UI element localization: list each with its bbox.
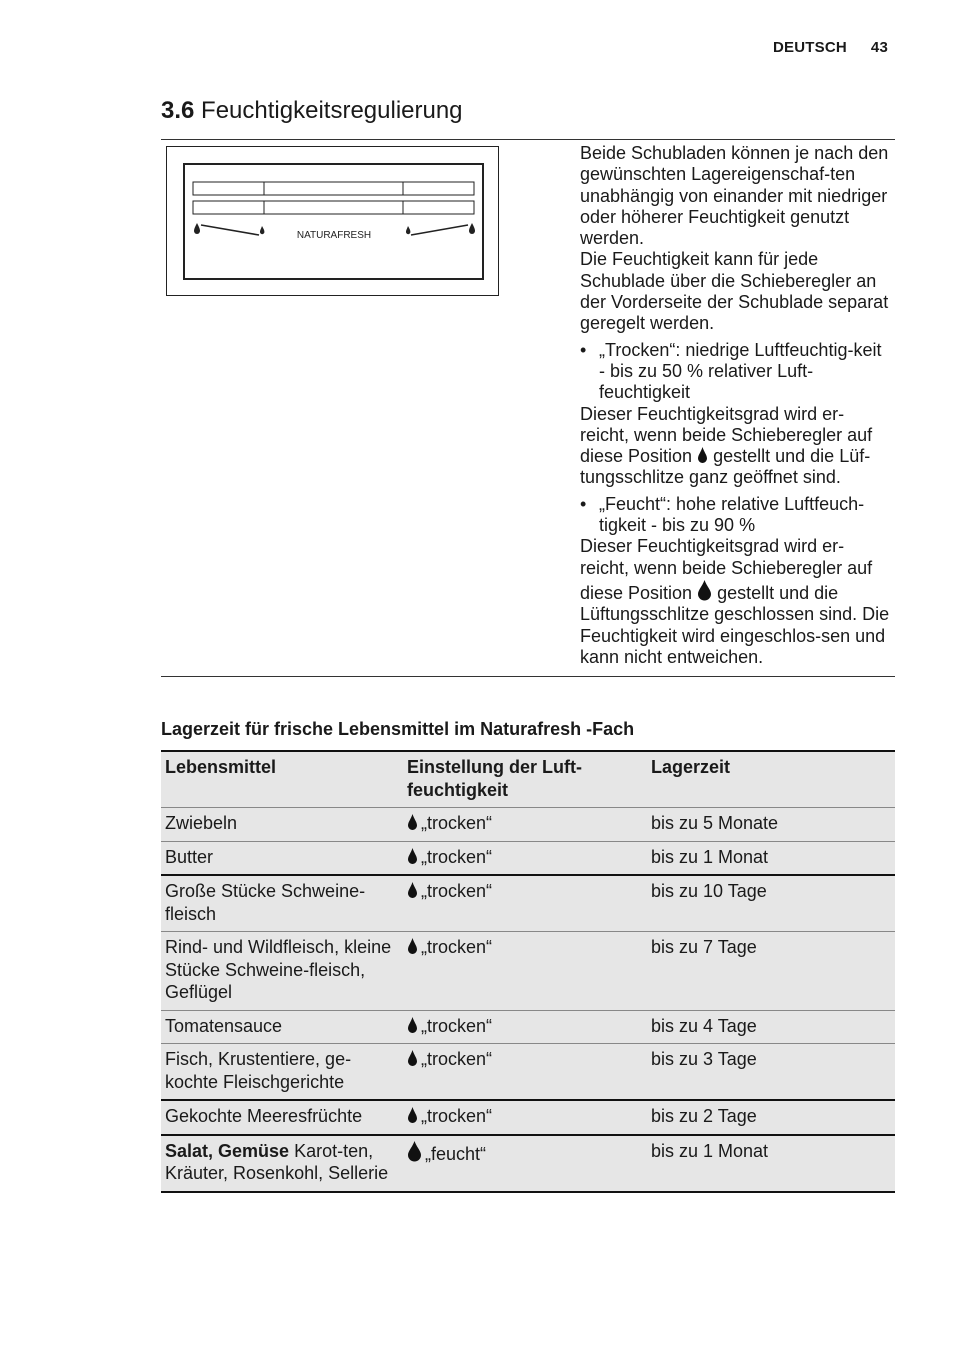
table-title: Lagerzeit für frische Lebensmittel im Naturafresh -Fach [161, 719, 635, 739]
table-row [161, 932, 895, 1011]
top-divider [161, 139, 895, 140]
table-row [161, 1010, 895, 1044]
page-number: 43 [870, 39, 888, 56]
drawer-illustration [166, 146, 499, 296]
humidity-list-2 [580, 494, 890, 537]
intro-text [580, 143, 890, 668]
section-title [161, 97, 463, 125]
dry-explanation-b: gestellt und die Lüf-tungsschlitze ganz geöffnet sind. [580, 446, 871, 488]
small-drop-icon [407, 1049, 418, 1067]
setting-text: „trocken“ [421, 937, 493, 957]
setting-text: „trocken“ [421, 1106, 493, 1126]
food-cell: Gekochte Meeresfrüchte [161, 1100, 399, 1135]
time-cell: bis zu 1 Monat [643, 1135, 895, 1192]
setting-cell [399, 875, 643, 932]
list-item-humid: • „Feucht“: hohe relative Luftfeuch-tigkeit - bis zu 90 % [580, 494, 890, 537]
food-rest-text: Karot-ten, Kräuter, Rosenkohl, Sellerie [165, 1140, 389, 1183]
food-cell: Große Stücke Schweine-fleisch [161, 875, 399, 932]
header-food: Lebensmittel [161, 751, 399, 808]
humid-explanation [580, 536, 890, 668]
table-row [161, 1044, 895, 1101]
setting-text: „trocken“ [421, 846, 493, 867]
setting-text: „trocken“ [421, 1015, 493, 1036]
humid-explanation-a: Dieser Feuchtigkeitsgrad wird er-reicht, wenn beide Schieberegler auf diese Position [580, 536, 873, 603]
setting-cell [399, 808, 643, 842]
section-number: 3.6 [161, 97, 195, 124]
setting-text: „trocken“ [421, 813, 493, 833]
table-row [161, 1135, 895, 1192]
food-cell: Fisch, Krustentiere, ge-kochte Fleischgerichte [161, 1044, 399, 1101]
section-bottom-divider [161, 676, 895, 677]
food-cell: Zwiebeln [161, 808, 399, 842]
naturafresh-label: NATURAFRESH [296, 230, 372, 241]
time-cell: bis zu 10 Tage [643, 875, 895, 932]
table-row [161, 1100, 895, 1135]
large-drop-icon [697, 579, 712, 601]
time-cell: bis zu 1 Monat [643, 841, 895, 875]
header-language: DEUTSCH [773, 39, 847, 56]
intro-paragraph-2: Die Feuchtigkeit kann für jede Schublade über die Schieberegler an der Vorderseite der Schublade separat geregelt werden. [580, 249, 889, 334]
page-header [773, 39, 888, 56]
time-cell: bis zu 3 Tage [643, 1044, 895, 1101]
table-header-row [161, 751, 895, 808]
small-drop-icon [407, 813, 418, 831]
header-setting: Einstellung der Luft-feuchtigkeit [399, 751, 643, 808]
time-cell: bis zu 4 Tage [643, 1010, 895, 1044]
table-row [161, 808, 895, 842]
small-drop-icon [407, 1016, 418, 1034]
time-cell: bis zu 2 Tage [643, 1100, 895, 1135]
food-cell: Butter [161, 841, 399, 875]
setting-text: „trocken“ [421, 1049, 493, 1069]
intro-paragraph-1: Beide Schubladen können je nach den gewünschten Lagereigenschaf-ten unabhängig von einander mit niedriger oder höherer Feuchtigkeit genutzt werden. [580, 143, 889, 249]
setting-text: „feucht“ [425, 1143, 487, 1164]
setting-cell [399, 841, 643, 875]
small-drop-icon [407, 881, 418, 899]
food-cell: Rind- und Wildfleisch, kleine Stücke Schweine-fleisch, Geflügel [161, 932, 399, 1011]
humidity-list [580, 340, 890, 404]
header-time: Lagerzeit [643, 751, 895, 808]
section-title-text: Feuchtigkeitsregulierung [201, 97, 463, 124]
small-drop-icon [407, 1106, 418, 1124]
time-cell: bis zu 7 Tage [643, 932, 895, 1011]
list-item-dry: • „Trocken“: niedrige Luftfeuchtig-keit - bis zu 50 % relativer Luft-feuchtigkeit [580, 340, 890, 404]
setting-cell [399, 1044, 643, 1101]
food-cell [161, 1135, 399, 1192]
storage-table [161, 750, 895, 1193]
dry-explanation-a: Dieser Feuchtigkeitsgrad wird er-reicht, wenn beide Schieberegler auf diese Position [580, 403, 873, 467]
small-drop-icon [407, 847, 418, 865]
setting-cell [399, 932, 643, 1011]
setting-cell [399, 1100, 643, 1135]
table-row [161, 841, 895, 875]
humid-explanation-b: gestellt und die Lüftungsschlitze geschlossen sind. Die Feuchtigkeit wird eingeschlos-sen und kann nicht entweichen. [580, 582, 890, 667]
food-cell: Tomatensauce [161, 1010, 399, 1044]
setting-text: „trocken“ [421, 881, 493, 901]
setting-cell [399, 1135, 643, 1192]
setting-cell [399, 1010, 643, 1044]
dry-explanation [580, 404, 890, 489]
drawer-diagram [167, 147, 498, 295]
table-row [161, 875, 895, 932]
small-drop-icon [407, 937, 418, 955]
small-drop-icon [697, 446, 708, 464]
food-bold-text: Salat, Gemüse [165, 1140, 290, 1161]
time-cell: bis zu 5 Monate [643, 808, 895, 842]
large-drop-icon [407, 1140, 422, 1162]
